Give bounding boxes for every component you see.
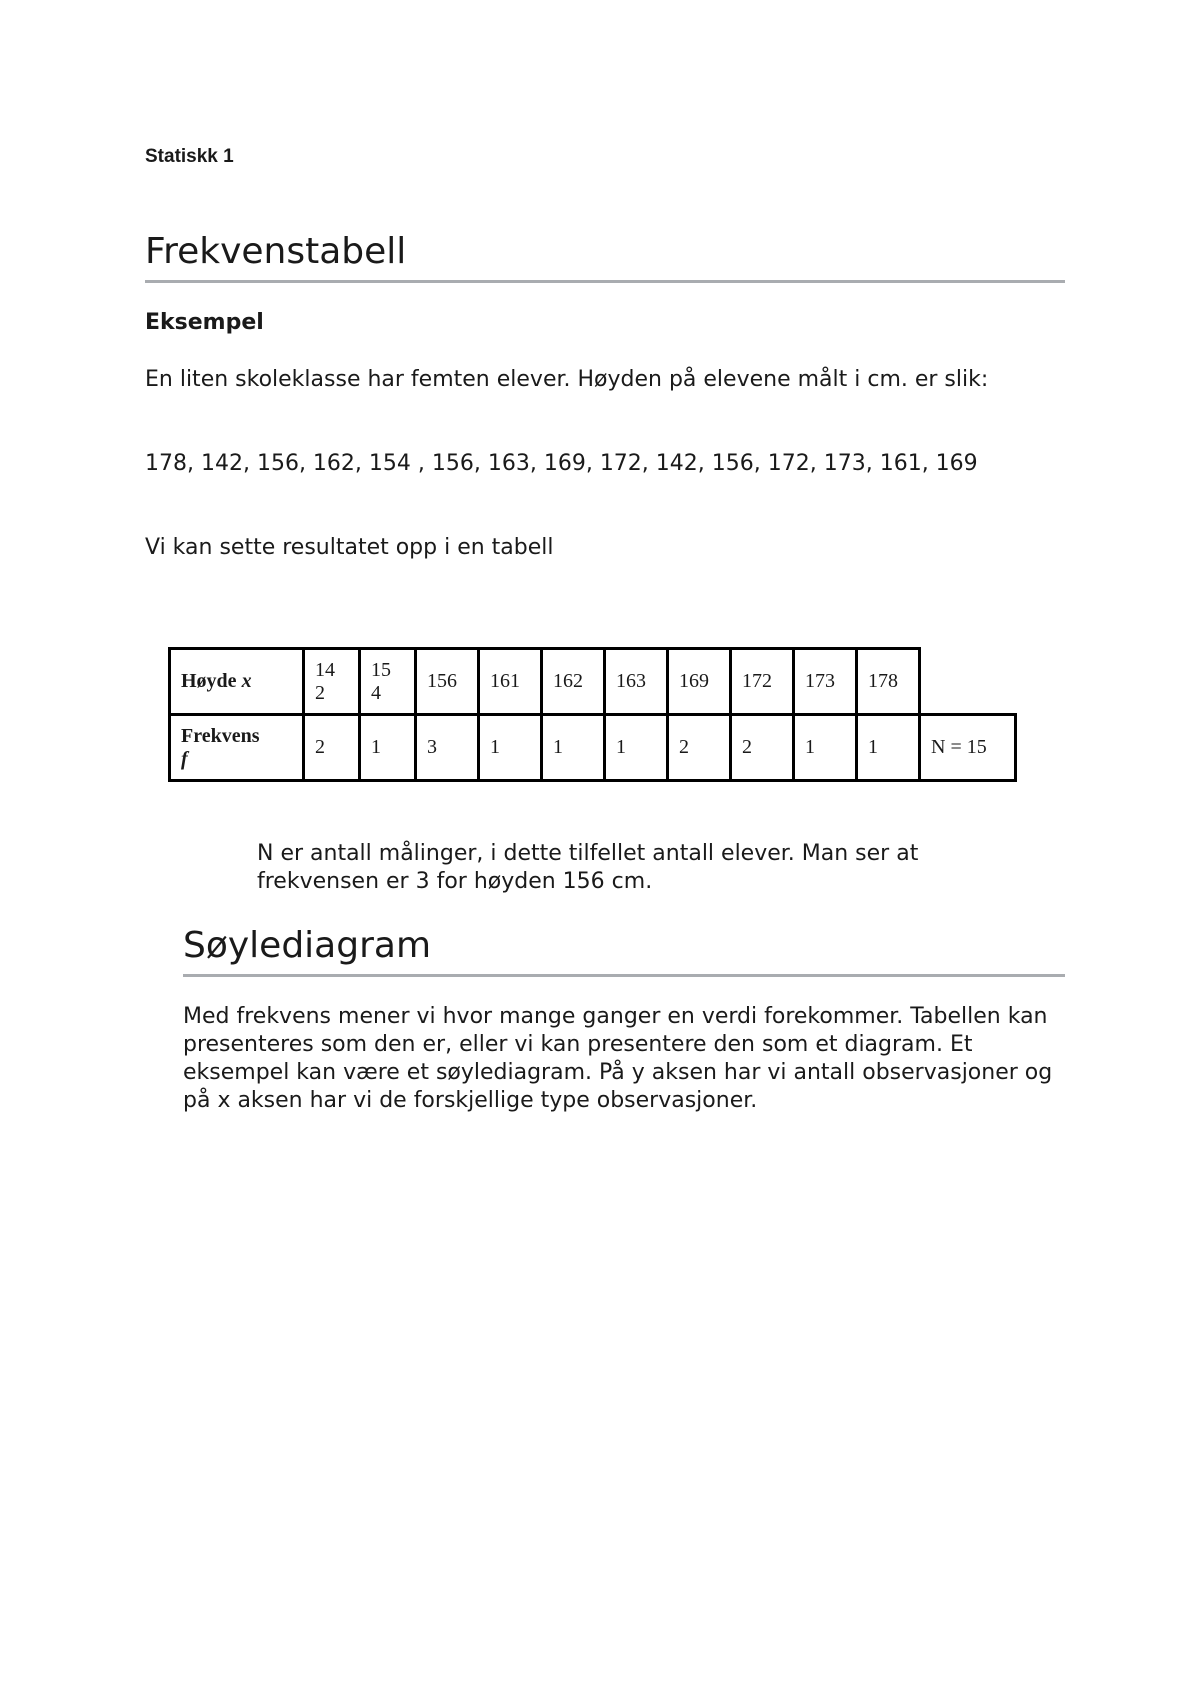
frequency-table <box>168 647 1017 782</box>
table-intro-paragraph: Vi kan sette resultatet opp i en tabell <box>145 535 554 560</box>
height-cell: 15 4 <box>360 649 416 715</box>
frequency-cell: 1 <box>479 715 542 781</box>
height-cell: 161 <box>479 649 542 715</box>
height-cell: 14 2 <box>304 649 360 715</box>
height-cell: 162 <box>542 649 605 715</box>
frequency-cell: 1 <box>857 715 920 781</box>
table-note-paragraph: N er antall målinger, i dette tilfellet antall elever. Man ser at frekvensen er 3 for høyden 156 cm. <box>257 841 919 894</box>
row-label-frequency-text: Frekvens <box>181 724 260 747</box>
height-cell: 178 <box>857 649 920 715</box>
heading-soylediagram: Søylediagram <box>183 926 1065 977</box>
total-cell: N = 15 <box>920 715 1016 781</box>
subheading-eksempel: Eksempel <box>145 310 264 335</box>
variable-f: f <box>181 747 188 770</box>
frequency-cell: 2 <box>668 715 731 781</box>
frequency-cell: 1 <box>794 715 857 781</box>
table-row-heights <box>170 649 1016 715</box>
row-label-frequency <box>170 715 304 781</box>
height-cell: 173 <box>794 649 857 715</box>
frequency-cell: 1 <box>542 715 605 781</box>
page-header: Statiskk 1 <box>145 146 234 167</box>
frequency-cell: 2 <box>304 715 360 781</box>
bar-chart-paragraph: Med frekvens mener vi hvor mange ganger en verdi forekommer. Tabellen kan presenteres som den er, eller vi kan presentere den som et diagram. Et eksempel kan være et søylediagram. På y aksen har vi antall observasjoner og på x aksen har vi de forskjellige type observasjoner. <box>183 1004 1053 1113</box>
frequency-cell: 1 <box>605 715 668 781</box>
table-row-frequencies <box>170 715 1016 781</box>
height-cell: 163 <box>605 649 668 715</box>
frequency-cell: 2 <box>731 715 794 781</box>
data-list-paragraph: 178, 142, 156, 162, 154 , 156, 163, 169, 172, 142, 156, 172, 173, 161, 169 <box>145 451 978 476</box>
empty-cell <box>920 649 1016 715</box>
height-cell: 169 <box>668 649 731 715</box>
height-cell: 156 <box>416 649 479 715</box>
frequency-cell: 1 <box>360 715 416 781</box>
height-cell: 172 <box>731 649 794 715</box>
intro-paragraph: En liten skoleklasse har femten elever. Høyden på elevene målt i cm. er slik: <box>145 367 989 392</box>
row-label-height-text: Høyde <box>181 670 237 692</box>
frequency-cell: 3 <box>416 715 479 781</box>
variable-x: x <box>241 670 252 692</box>
heading-frekvenstabell: Frekvenstabell <box>145 232 1065 283</box>
row-label-height <box>170 649 304 715</box>
